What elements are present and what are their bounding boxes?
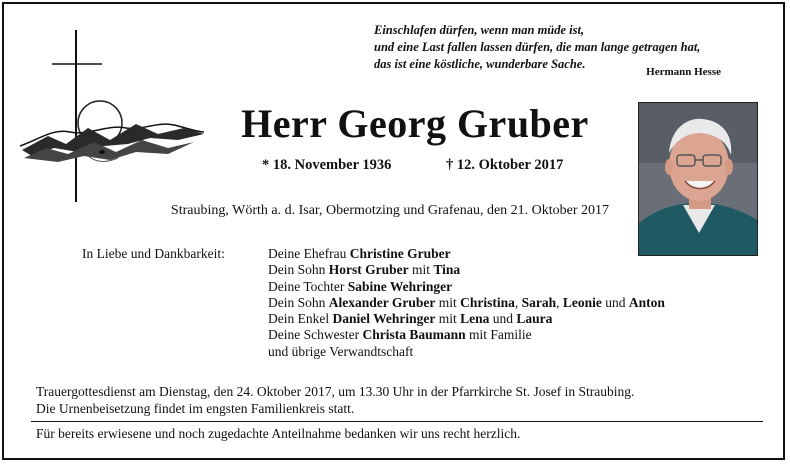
mourner-name: Christa Baumann <box>362 327 466 343</box>
quote-author: Hermann Hesse <box>646 66 721 78</box>
mourner-name: Tina <box>433 262 461 278</box>
mourner-row <box>268 344 665 360</box>
service-info <box>36 384 634 417</box>
mourner-relation: , <box>514 294 522 310</box>
mourner-row <box>268 246 665 262</box>
mourner-relation: mit Familie <box>465 327 532 343</box>
mourner-name: Leonie <box>562 294 602 310</box>
mourner-name: Anton <box>628 294 665 310</box>
mourner-relation: Deine Schwester <box>268 327 363 343</box>
mourner-relation: mit <box>408 262 434 278</box>
quote-line: das ist eine köstliche, wunderbare Sache. <box>374 57 586 71</box>
mourner-relation: mit <box>435 311 461 327</box>
mourner-relation: Dein Enkel <box>268 311 333 327</box>
mourner-name: Laura <box>516 311 553 327</box>
mourner-relation: Dein Sohn <box>268 262 329 278</box>
portrait-photo <box>638 102 758 256</box>
thanks-line: Für bereits erwiesene und noch zugedachte Anteilnahme bedanken wir uns recht herzlich. <box>36 426 521 441</box>
mourner-row <box>268 295 665 311</box>
birth-date: * 18. November 1936 <box>262 157 392 173</box>
service-line: Trauergottesdienst am Dienstag, den 24. Oktober 2017, um 13.30 Uhr in der Pfarrkirche St. Josef in Straubing. <box>36 384 635 399</box>
place-and-date: Straubing, Wörth a. d. Isar, Obermotzing und Grafenau, den 21. Oktober 2017 <box>170 203 610 218</box>
cross-sunset-icon <box>18 28 208 209</box>
mourner-name: Horst Gruber <box>328 262 409 278</box>
mourner-row <box>268 311 665 327</box>
deceased-name: Herr Georg Gruber <box>241 101 589 146</box>
mourners-list <box>268 246 665 360</box>
mourner-name: Christina <box>460 294 515 310</box>
mourner-relation: Deine Ehefrau <box>268 246 350 261</box>
mourner-row <box>268 327 665 343</box>
divider <box>31 421 763 422</box>
quote-line: Einschlafen dürfen, wenn man müde ist, <box>374 23 585 37</box>
mourner-name: Christine Gruber <box>349 246 451 261</box>
mourner-row <box>268 262 665 278</box>
mourner-name: Sarah <box>521 294 557 310</box>
mourner-name: Alexander Gruber <box>328 294 436 310</box>
burial-line: Die Urnenbeisetzung findet im engsten Familienkreis statt. <box>36 400 355 416</box>
mourner-relation: Dein Sohn <box>268 294 329 310</box>
mourner-relation: Deine Tochter <box>268 278 348 294</box>
mourner-name: Daniel Wehringer <box>332 311 436 327</box>
mourner-relation: und <box>601 294 629 310</box>
mourner-relation: mit <box>435 294 461 310</box>
mourner-relation: und <box>489 311 517 327</box>
mourner-name: Lena <box>460 311 490 327</box>
mourner-name: Sabine Wehringer <box>347 278 453 294</box>
death-date: † 12. Oktober 2017 <box>446 157 564 173</box>
mourner-row <box>268 279 665 295</box>
mourner-relation: , <box>556 294 563 310</box>
quote-line: und eine Last fallen lassen dürfen, die man lange getragen hat, <box>374 40 701 54</box>
dedication-label: In Liebe und Dankbarkeit: <box>82 246 225 261</box>
mourner-relation: und übrige Verwandtschaft <box>268 343 414 359</box>
